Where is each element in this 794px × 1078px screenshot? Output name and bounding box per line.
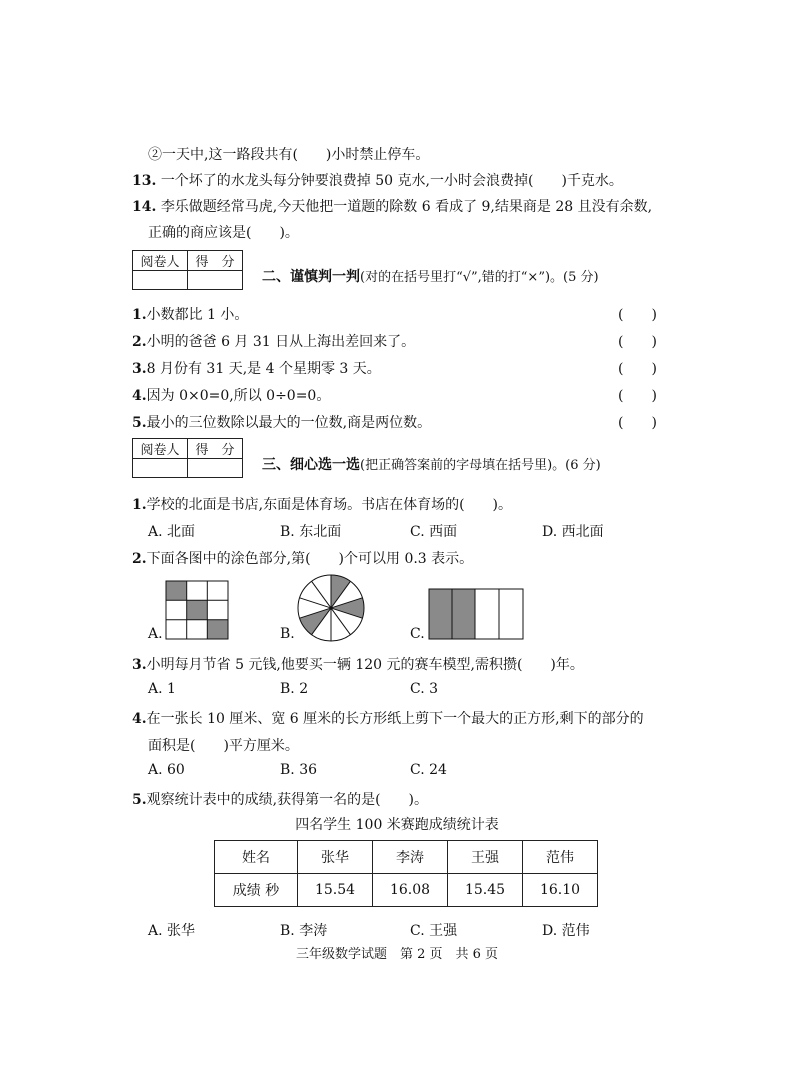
question-number: 5. xyxy=(132,792,147,808)
choice-question-5 xyxy=(132,789,428,809)
item-number: 3. xyxy=(132,361,147,377)
item-text: 因为 0×0=0,所以 0÷0=0。 xyxy=(146,388,331,404)
option-b: B. 李涛 xyxy=(280,923,328,939)
reviewer-cell xyxy=(133,459,188,478)
table-cell: 15.45 xyxy=(448,874,523,907)
question-12-part-2: ②一天中,这一路段共有( )小时禁止停车。 xyxy=(148,147,430,163)
circle-figure-b xyxy=(296,573,366,643)
question-text: 下面各图中的涂色部分,第( )个可以用 0.3 表示。 xyxy=(146,551,474,567)
answer-paren: ( ) xyxy=(618,388,657,404)
score-cell xyxy=(188,271,243,290)
score-cell xyxy=(188,459,243,478)
option-a: A. 北面 xyxy=(148,524,196,540)
choice-question-2 xyxy=(132,548,473,568)
option-a: A. 60 xyxy=(148,762,185,778)
grader-box xyxy=(132,250,243,290)
reviewer-label: 阅卷人 xyxy=(133,439,188,459)
question-13 xyxy=(132,170,623,190)
table-title: 四名学生 100 米赛跑成绩统计表 xyxy=(295,817,499,833)
page-footer: 三年级数学试题 第 2 页 共 6 页 xyxy=(295,947,499,962)
option-a: A. xyxy=(148,626,163,642)
question-14 xyxy=(132,196,652,216)
judge-item xyxy=(132,331,415,351)
answer-paren: ( ) xyxy=(618,415,657,431)
choice-question-3 xyxy=(132,654,584,674)
table-header-cell: 张华 xyxy=(298,841,373,874)
option-c: C. 24 xyxy=(410,762,447,778)
shaded-sector xyxy=(300,608,331,635)
table-row xyxy=(215,874,598,907)
section-note: (把正确答案前的字母填在括号里)。(6 分) xyxy=(360,458,601,473)
answer-paren: ( ) xyxy=(618,334,657,350)
question-text: 观察统计表中的成绩,获得第一名的是( )。 xyxy=(146,792,428,808)
choice-question-4 xyxy=(132,708,644,728)
table-header-cell: 王强 xyxy=(448,841,523,874)
reviewer-cell xyxy=(133,271,188,290)
section-title: 二、谨慎判一判 xyxy=(262,269,360,285)
table-header-row xyxy=(215,841,598,874)
option-b: B. 2 xyxy=(280,681,309,697)
table-cell: 16.08 xyxy=(373,874,448,907)
judge-item xyxy=(132,304,248,324)
judge-item xyxy=(132,358,381,378)
question-number: 14. xyxy=(132,199,157,215)
item-text: 8 月份有 31 天,是 4 个星期零 3 天。 xyxy=(146,361,381,377)
question-number: 13. xyxy=(132,173,157,189)
option-d: D. 西北面 xyxy=(542,524,604,540)
question-4-line-2: 面积是( )平方厘米。 xyxy=(148,738,299,754)
question-number: 1. xyxy=(132,497,147,513)
item-number: 2. xyxy=(132,334,147,350)
item-number: 1. xyxy=(132,307,147,323)
question-text: 一个坏了的水龙头每分钟要浪费掉 50 克水,一小时会浪费掉( )千克水。 xyxy=(160,173,623,189)
item-number: 5. xyxy=(132,415,147,431)
judge-item xyxy=(132,385,330,405)
results-table xyxy=(214,840,598,907)
section-2-heading xyxy=(262,266,599,286)
score-label: 得 分 xyxy=(188,439,243,459)
question-text: 李乐做题经常马虎,今天他把一道题的除数 6 看成了 9,结果商是 28 且没有余数, xyxy=(160,199,653,215)
table-cell: 成绩 秒 xyxy=(215,874,298,907)
choice-question-1 xyxy=(132,494,512,514)
option-b: B. xyxy=(280,626,295,642)
question-text: 学校的北面是书店,东面是体育场。书店在体育场的( )。 xyxy=(146,497,512,513)
table-header-cell: 李涛 xyxy=(373,841,448,874)
reviewer-label: 阅卷人 xyxy=(133,251,188,271)
item-number: 4. xyxy=(132,388,147,404)
option-d: D. 范伟 xyxy=(542,923,590,939)
question-text: 小明每月节省 5 元钱,他要买一辆 120 元的赛车模型,需积攒( )年。 xyxy=(146,657,584,673)
option-c: C. 西面 xyxy=(410,524,458,540)
shaded-cell xyxy=(207,620,228,639)
section-note: (对的在括号里打“√”,错的打“×”)。(5 分) xyxy=(360,270,599,285)
option-b: B. 36 xyxy=(280,762,318,778)
option-c: C. xyxy=(410,626,425,642)
table-header-cell: 姓名 xyxy=(215,841,298,874)
section-title: 三、细心选一选 xyxy=(262,457,360,473)
answer-paren: ( ) xyxy=(618,307,657,323)
option-b: B. 东北面 xyxy=(280,524,342,540)
option-a: A. 1 xyxy=(148,681,176,697)
option-a: A. 张华 xyxy=(148,923,196,939)
question-14-line-2: 正确的商应该是( )。 xyxy=(148,225,299,241)
question-number: 3. xyxy=(132,657,147,673)
table-cell: 16.10 xyxy=(523,874,598,907)
item-text: 最小的三位数除以最大的一位数,商是两位数。 xyxy=(146,415,432,431)
score-label: 得 分 xyxy=(188,251,243,271)
grid-figure-a xyxy=(165,580,229,640)
grader-box xyxy=(132,438,243,478)
question-text: 在一张长 10 厘米、宽 6 厘米的长方形纸上剪下一个最大的正方形,剩下的部分的 xyxy=(146,711,644,727)
option-c: C. 王强 xyxy=(410,923,458,939)
item-text: 小明的爸爸 6 月 31 日从上海出差回来了。 xyxy=(146,334,416,350)
option-c: C. 3 xyxy=(410,681,439,697)
rectangle-figure-c xyxy=(428,588,524,640)
question-number: 2. xyxy=(132,551,147,567)
table-header-cell: 范伟 xyxy=(523,841,598,874)
section-3-heading xyxy=(262,454,601,474)
question-number: 4. xyxy=(132,711,147,727)
judge-item xyxy=(132,412,431,432)
answer-paren: ( ) xyxy=(618,361,657,377)
shaded-cell xyxy=(187,600,208,619)
table-cell: 15.54 xyxy=(298,874,373,907)
shaded-cell xyxy=(166,581,187,600)
item-text: 小数都比 1 小。 xyxy=(146,307,249,323)
